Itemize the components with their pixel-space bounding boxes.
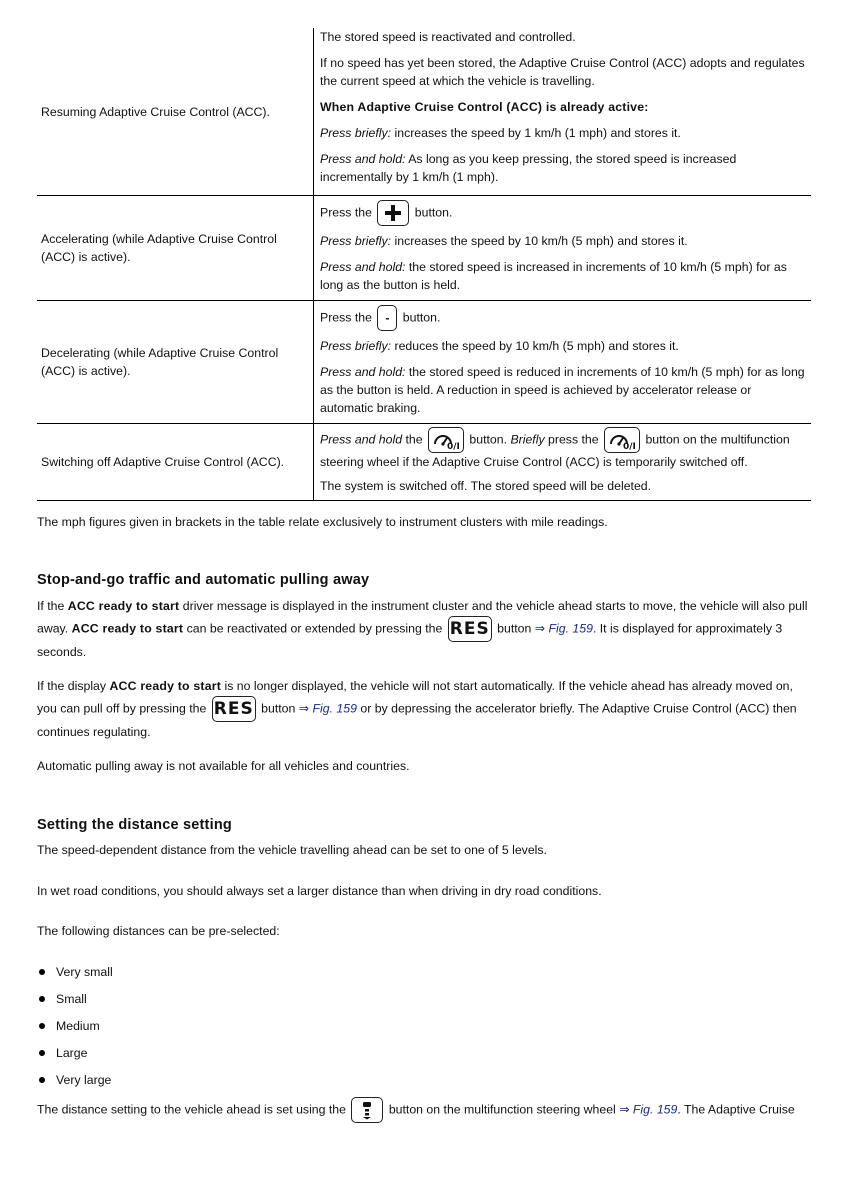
table-row-decelerate (37, 301, 811, 424)
plus-icon (384, 204, 402, 222)
plus-button[interactable] (377, 200, 409, 226)
list-item: Very small (37, 962, 113, 989)
stopgo-paragraph-1: If the ACC ready to start driver message is displayed in the instrument cluster and the vehicle ahead starts to move, the vehicle will also pull away. ACC ready to start can be reactivated or extended by pressing the RES button ⇒ Fig. 159. It is displayed for approximately 3 seconds. (37, 599, 808, 659)
list-item: Medium (37, 1016, 113, 1043)
minus-button[interactable] (377, 305, 397, 331)
table-row-switchoff (37, 424, 811, 501)
acc-function-table (37, 28, 811, 501)
figure-link[interactable]: ⇒ Fig. 159 (619, 1102, 678, 1117)
figure-link[interactable]: ⇒ Fig. 159 (298, 701, 357, 716)
table-row-accelerate (37, 196, 811, 301)
distance-paragraph-2: In wet road conditions, you should always set a larger distance than when driving in dry road conditions. (37, 884, 602, 898)
list-item: Small (37, 989, 113, 1016)
distance-setting-icon (357, 1100, 377, 1120)
description-cell: Press the button. Press briefly: increases the speed by 10 km/h (5 mph) and stores it. Press and hold: the stored speed is increased in increments of 10 km/h (5 mph) for as long as the button is held. (313, 196, 811, 300)
stopgo-paragraph-3: Automatic pulling away is not available for all vehicles and countries. (37, 759, 410, 773)
list-item: Very large (37, 1070, 113, 1097)
res-button[interactable]: RES (448, 616, 492, 642)
distance-levels-list (37, 962, 113, 1097)
action-cell: Switching off Adaptive Cruise Control (ACC). (41, 455, 285, 469)
table-footnote: The mph figures given in brackets in the table relate exclusively to instrument clusters with mile readings. (37, 515, 608, 529)
description-cell: Press the - button. Press briefly: reduces the speed by 10 km/h (5 mph) and stores it. Press and hold: the stored speed is reduced in increments of 10 km/h (5 mph) for as long as the button is held. A reduction in speed is achieved by accelerator release or automatic braking. (313, 301, 811, 423)
list-item: Large (37, 1043, 113, 1070)
subheading: When Adaptive Cruise Control (ACC) is already active: (320, 100, 649, 114)
distance-paragraph-1: The speed-dependent distance from the vehicle travelling ahead can be set to one of 5 levels. (37, 843, 547, 857)
description-cell: The stored speed is reactivated and controlled. If no speed has yet been stored, the Adaptive Cruise Control (ACC) adopts and regulates the current speed at which the vehicle is travelling. When Adaptive Cruise Control (ACC) is already active: Press briefly: increases the speed by 1 km/h (1 mph) and stores it. Press and hold: As long as you keep pressing, the stored speed is increased incrementally by 1 km/h (1 mph). (313, 28, 811, 195)
action-cell: Accelerating (while Adaptive Cruise Control (ACC) is active). (41, 232, 277, 264)
svg-text:0/I: 0/I (446, 442, 460, 450)
table-row-resume (37, 28, 811, 196)
section-heading-stop-and-go: Stop-and-go traffic and automatic pulling away (37, 572, 370, 588)
acc-on-off-button[interactable] (428, 427, 464, 453)
distance-paragraph-3: The following distances can be pre-selected: (37, 924, 280, 938)
distance-paragraph-last: The distance setting to the vehicle ahead is set using the button on the multifunction steering wheel ⇒ Fig. 159. The Adaptive Cruise (37, 1097, 813, 1123)
stopgo-paragraph-2: If the display ACC ready to start is no longer displayed, the vehicle will not start automatically. If the vehicle ahead has already moved on, you can pull off by pressing the RES button ⇒ Fig. 159 or by depressing the accelerator briefly. The Adaptive Cruise Control (ACC) then continues regulating. (37, 679, 797, 739)
res-button[interactable]: RES (212, 696, 256, 722)
distance-button[interactable] (351, 1097, 383, 1123)
figure-link[interactable]: ⇒ Fig. 159 (534, 621, 593, 636)
description-cell: Press and hold the 0/I button. Briefly press the 0/I button on the multifunction steering wheel if the Adaptive Cruise Control (ACC) is temporarily switched off. The system is switched off. The stored speed will be deleted. (313, 424, 811, 500)
acc-speedometer-icon (432, 430, 460, 450)
action-cell: Decelerating (while Adaptive Cruise Control (ACC) is active). (41, 346, 279, 378)
minus-icon: - (385, 311, 390, 325)
acc-on-off-button[interactable] (604, 427, 640, 453)
section-heading-distance: Setting the distance setting (37, 817, 232, 833)
action-cell: Resuming Adaptive Cruise Control (ACC). (41, 104, 270, 119)
acc-speedometer-icon (608, 430, 636, 450)
svg-text:0/I: 0/I (623, 442, 636, 450)
